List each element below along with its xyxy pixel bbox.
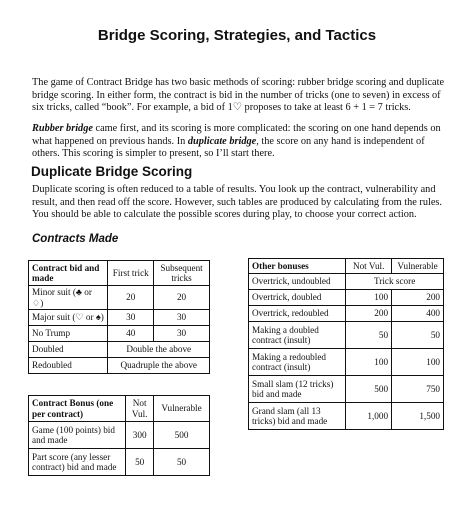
bonus-notvul: 50: [126, 449, 154, 476]
table-row: [29, 286, 210, 310]
table-row: [249, 274, 444, 290]
other-name: Overtrick, redoubled: [249, 306, 346, 322]
other-header-row: [249, 259, 444, 274]
table-row: [249, 290, 444, 306]
contracts-header-subsequent: Subsequent tricks: [154, 261, 210, 286]
other-vul: 100: [392, 349, 444, 376]
contracts-header-first: First trick: [108, 261, 154, 286]
rubber-text-1: came first, and its scoring is more complicated: the scoring on one hand depends on what happened on previous hands. In: [32, 123, 441, 147]
bonus-vul: 500: [154, 422, 210, 449]
table-row: [29, 449, 210, 476]
bonus-header-notvul: Not Vul.: [126, 396, 154, 422]
table-row: [249, 306, 444, 322]
other-name: Making a redoubled contract (insult): [249, 349, 346, 376]
other-vul: 200: [392, 290, 444, 306]
bonus-vul: 50: [154, 449, 210, 476]
other-notvul: 100: [346, 290, 392, 306]
contract-first: 20: [108, 286, 154, 310]
other-notvul: 500: [346, 376, 392, 403]
contract-name: Minor suit (♣ or ♢): [29, 286, 108, 310]
bonus-notvul: 300: [126, 422, 154, 449]
table-row: [29, 422, 210, 449]
contract-name: No Trump: [29, 326, 108, 342]
other-header-notvul: Not Vul.: [346, 259, 392, 274]
section-title: Duplicate Bridge Scoring: [31, 164, 193, 179]
other-vul: 400: [392, 306, 444, 322]
contract-subsequent: 30: [154, 326, 210, 342]
other-notvul: 50: [346, 322, 392, 349]
rubber-bridge-term: Rubber bridge: [32, 123, 93, 134]
other-notvul: 200: [346, 306, 392, 322]
contract-first: 30: [108, 310, 154, 326]
contract-subsequent: 30: [154, 310, 210, 326]
contracts-header-row: [29, 261, 210, 286]
duplicate-paragraph: Duplicate scoring is often reduced to a table of results. You look up the contract, vulnerability and result, and then read off the score. However, such tables are produced by calculating from the rules. You should be able to calculate the possible scores during play, to choose your correct action.: [32, 184, 442, 220]
other-name: Grand slam (all 13 tricks) bid and made: [249, 403, 346, 430]
table-row: [29, 326, 210, 342]
other-name: Making a doubled contract (insult): [249, 322, 346, 349]
other-vul: 1,500: [392, 403, 444, 430]
contracts-table: [28, 260, 210, 374]
bonus-name: Part score (any lesser contract) bid and made: [29, 449, 126, 476]
other-header-vul: Vulnerable: [392, 259, 444, 274]
bonus-name: Game (100 points) bid and made: [29, 422, 126, 449]
page-title: Bridge Scoring, Strategies, and Tactics: [97, 27, 377, 44]
doubled-label: Doubled: [29, 342, 108, 358]
contracts-header-contract: Contract bid and made: [29, 261, 108, 286]
redoubled-value: Quadruple the above: [108, 358, 210, 374]
other-vul: 50: [392, 322, 444, 349]
other-notvul: 100: [346, 349, 392, 376]
bonus-header-label: Contract Bonus (one per contract): [29, 396, 126, 422]
table-row: [29, 310, 210, 326]
duplicate-bridge-term: duplicate bridge: [187, 135, 257, 147]
contract-first: 40: [108, 326, 154, 342]
other-notvul: 1,000: [346, 403, 392, 430]
bonus-header-row: [29, 396, 210, 422]
rubber-paragraph: [32, 123, 452, 161]
doubled-value: Double the above: [108, 342, 210, 358]
table-row: [29, 342, 210, 358]
rubber-text-2: , the score on any hand is independent of others. This scoring is simpler to present, so I’ll start there.: [32, 135, 425, 159]
bonus-header-vul: Vulnerable: [154, 396, 210, 422]
other-name: Overtrick, doubled: [249, 290, 346, 306]
contract-subsequent: 20: [154, 286, 210, 310]
other-name: Small slam (12 tricks) bid and made: [249, 376, 346, 403]
table-row: [249, 349, 444, 376]
undoubled-label: Overtrick, undoubled: [249, 274, 346, 290]
intro-paragraph: The game of Contract Bridge has two basic methods of scoring: rubber bridge scoring and duplicate bridge scoring. In either form, the contract is bid in the number of tricks (one to seven) in excess of six tricks, called “book”. For example, a bid of 1♡ proposes to take at least 6 + 1 = 7 tricks.: [32, 77, 445, 113]
table-row: [249, 322, 444, 349]
bonus-table: [28, 395, 210, 476]
table-row: [249, 403, 444, 430]
table-row: [29, 358, 210, 374]
redoubled-label: Redoubled: [29, 358, 108, 374]
other-vul: 750: [392, 376, 444, 403]
other-header-label: Other bonuses: [249, 259, 346, 274]
contract-name: Major suit (♡ or ♠): [29, 310, 108, 326]
undoubled-value: Trick score: [346, 274, 444, 290]
table-row: [249, 376, 444, 403]
other-bonuses-table: [248, 258, 444, 430]
subsection-title: Contracts Made: [32, 233, 119, 245]
